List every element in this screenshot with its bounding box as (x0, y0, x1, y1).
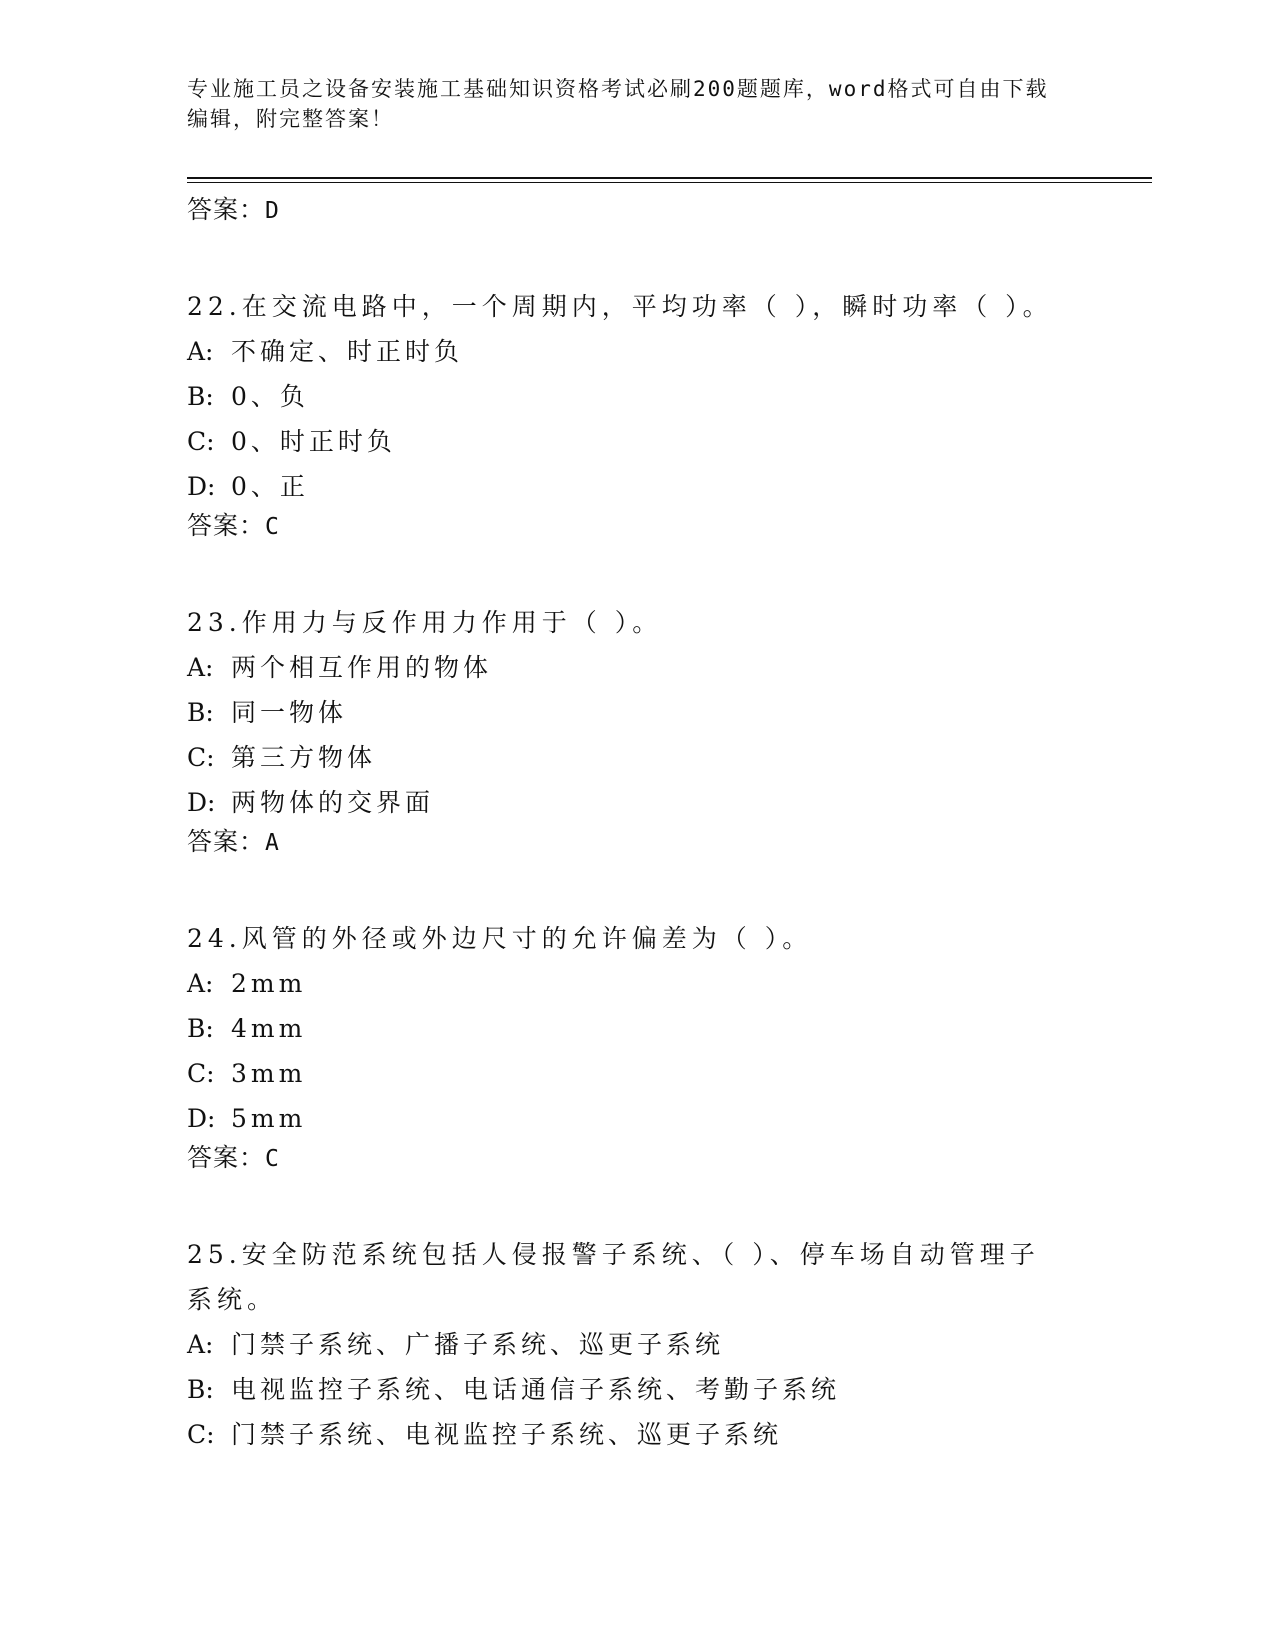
option-text: 0、正 (231, 472, 309, 501)
option-key: B: (187, 382, 214, 411)
option-key: A: (187, 1330, 214, 1359)
question-stem: 23.作用力与反作用力作用于（ ）。 (187, 608, 663, 637)
option-c (187, 1051, 1067, 1096)
option-a (187, 645, 1067, 690)
option-key: A: (187, 969, 214, 998)
question-22 (187, 284, 1067, 543)
option-a (187, 329, 1067, 374)
option-a (187, 961, 1067, 1006)
answer-label: 答案： (187, 1143, 266, 1172)
option-text: 两物体的交界面 (231, 788, 435, 817)
answer-label: 答案： (187, 511, 266, 540)
answer-value: A (265, 830, 280, 856)
option-d (187, 780, 1067, 825)
option-c (187, 419, 1067, 464)
question-23 (187, 600, 1067, 859)
option-text: 0、时正时负 (231, 427, 396, 456)
option-text: 同一物体 (231, 698, 348, 727)
option-b (187, 690, 1067, 735)
option-key: D: (187, 788, 216, 817)
question-25 (187, 1232, 1067, 1457)
option-key: C: (187, 1059, 215, 1088)
option-text: 门禁子系统、电视监控子系统、巡更子系统 (231, 1420, 783, 1449)
option-text: 0、负 (231, 382, 309, 411)
answer-line (187, 825, 1067, 859)
option-key: B: (187, 1375, 214, 1404)
header-divider-thin (187, 182, 1152, 183)
question-stem: 24.风管的外径或外边尺寸的允许偏差为（ ）。 (187, 924, 813, 953)
answer-label: 答案： (187, 195, 266, 224)
option-key: D: (187, 472, 216, 501)
option-key: C: (187, 427, 215, 456)
option-key: C: (187, 1420, 215, 1449)
option-text: 4mm (231, 1014, 307, 1043)
answer-line (187, 509, 1067, 543)
option-text: 不确定、时正时负 (231, 337, 464, 366)
answer-value: D (265, 198, 280, 224)
option-c (187, 1412, 1067, 1457)
answer-value: C (265, 1146, 280, 1172)
question-24 (187, 916, 1067, 1175)
option-text: 电视监控子系统、电话通信子系统、考勤子系统 (231, 1375, 841, 1404)
option-key: A: (187, 337, 214, 366)
option-text: 3mm (231, 1059, 307, 1088)
answer-line (187, 193, 1067, 227)
option-b (187, 1006, 1067, 1051)
option-text: 第三方物体 (231, 743, 377, 772)
document-header: 专业施工员之设备安装施工基础知识资格考试必刷200题题库，word格式可自由下载编辑，附完整答案！ (187, 77, 1049, 131)
question-stem: 22.在交流电路中，一个周期内，平均功率（ ），瞬时功率（ ）。 (187, 292, 1053, 321)
option-b (187, 374, 1067, 419)
option-text: 两个相互作用的物体 (231, 653, 493, 682)
option-key: B: (187, 1014, 214, 1043)
option-key: C: (187, 743, 215, 772)
option-d (187, 1096, 1067, 1141)
header-divider-thick (187, 177, 1152, 179)
answer-line (187, 1141, 1067, 1175)
option-text: 5mm (231, 1104, 307, 1133)
answer-label: 答案： (187, 827, 266, 856)
question-list (187, 193, 1067, 1457)
option-d (187, 464, 1067, 509)
question-stem: 25.安全防范系统包括人侵报警子系统、（ ）、停车场自动管理子系统。 (187, 1240, 1040, 1314)
option-key: A: (187, 653, 214, 682)
option-a (187, 1322, 1067, 1367)
option-key: D: (187, 1104, 216, 1133)
option-text: 门禁子系统、广播子系统、巡更子系统 (231, 1330, 725, 1359)
answer-value: C (265, 514, 280, 540)
option-c (187, 735, 1067, 780)
option-key: B: (187, 698, 214, 727)
option-text: 2mm (231, 969, 307, 998)
option-b (187, 1367, 1067, 1412)
